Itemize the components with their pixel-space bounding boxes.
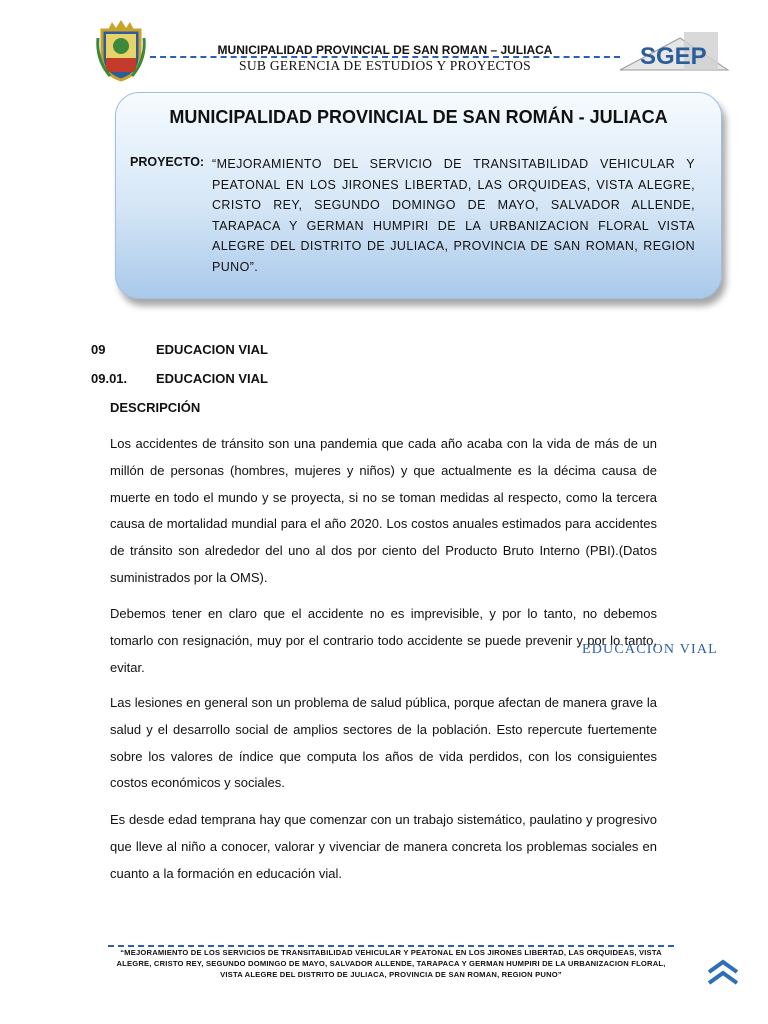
project-box-title: MUNICIPALIDAD PROVINCIAL DE SAN ROMÁN - JULIACA [169,107,668,127]
subsection-title: EDUCACION VIAL [156,371,268,386]
paragraph-2: Debemos tener en claro que el accidente no es imprevisible, y por lo tanto, no debemos tomarlo con resignación, muy por el contrario todo accidente se puede prevenir y por lo tanto, evitar. [110,606,657,675]
footer-project-text: “MEJORAMIENTO DE LOS SERVICIOS DE TRANSITABILIDAD VEHICULAR Y PEATONAL EN LOS JIRONES LIBERTAD, LAS ORQUIDEAS, VISTA ALEGRE, CRISTO REY, SEGUNDO DOMINGO DE MAYO, SALVADOR ALLENDE, TARAPACA Y GERMAN HUMPIRI DE LA URBANIZACION FLORAL, VISTA ALEGRE DEL DISTRITO DE JULIACA, PROVINCIA DE SAN ROMAN, REGION PUNO” [116,948,666,979]
header-subtitle: SUB GERENCIA DE ESTUDIOS Y PROYECTOS [239,58,531,73]
project-info-box [115,92,722,299]
subsection-number: 09.01. [91,371,128,386]
paragraph-1: Los accidentes de tránsito son una pandemia que cada año acaba con la vida de más de un millón de personas (hombres, mujeres y niños) y que actualmente es la décima causa de muerte en todo el mundo y se proyecta, si no se toman medidas al respecto, como la tercera causa de mortalidad mundial para el año 2020. Los costos anuales estimados para accidentes de tránsito son alrededor del uno al dos por ciento del Producto Bruto Interno (PBI).(Datos suministrados por la OMS). [110,436,657,585]
paragraph-3: Las lesiones en general son un problema de salud pública, porque afectan de manera grave la salud y el desarrollo social de amplios sectores de la población. Esto repercute fuertemente sobre los valores de índice que computa los años de vida perdidos, con los consiguientes costos económicos y sociales. [110,695,657,791]
paragraph-4: Es desde edad temprana hay que comenzar con un trabajo sistemático, paulatino y progresivo que lleve al niño a conocer, valorar y vivenciar de manera concreta los problemas sociales en cuanto a la formación en educación vial. [110,812,657,881]
section-number: 09 [91,342,106,357]
scroll-up-chevron-icon[interactable] [706,954,740,988]
description-heading: DESCRIPCIÓN [110,400,201,415]
municipal-coat-of-arms-logo [96,20,146,82]
project-label: PROYECTO: [130,155,205,169]
side-section-label: EDUCACION VIAL [582,642,718,657]
header-title: MUNICIPALIDAD PROVINCIAL DE SAN ROMAN – JULIACA [217,43,553,57]
footer-divider [108,945,674,947]
section-title: EDUCACION VIAL [156,342,268,357]
project-description: “MEJORAMIENTO DEL SERVICIO DE TRANSITABILIDAD VEHICULAR Y PEATONAL EN LOS JIRONES LIBERTAD, LAS ORQUIDEAS, VISTA ALEGRE, CRISTO REY, SEGUNDO DOMINGO DE MAYO, SALVADOR ALLENDE, TARAPACA Y GERMAN HUMPIRI DE LA URBANIZACION FLORAL VISTA ALEGRE DEL DISTRITO DE JULIACA, PROVINCIA DE SAN ROMAN, REGION PUNO”. [212,157,695,274]
sgep-logo-text: SGEP [640,43,707,70]
sgep-logo [610,26,734,74]
